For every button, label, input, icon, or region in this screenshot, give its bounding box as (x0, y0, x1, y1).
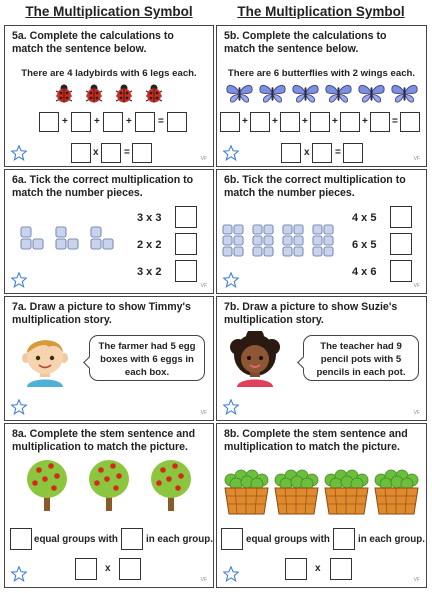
equals-sign: = (158, 116, 164, 127)
answer-box[interactable] (333, 528, 355, 550)
basket-row (217, 466, 426, 516)
page-title-right: The Multiplication Symbol (237, 4, 405, 19)
girl-avatar (227, 331, 283, 387)
question-title: 5a. Complete the calculations to match the sentence below. (12, 30, 174, 55)
answer-box[interactable] (121, 528, 143, 550)
option-label: 4 x 5 (352, 212, 377, 224)
logo-mark: VF (413, 283, 420, 289)
question-title: 8b. Complete the stem sentence and multiplication to match the picture. (224, 428, 408, 453)
question-title: 7a. Draw a picture to show Timmy's multiplication story. (12, 301, 191, 326)
answer-box[interactable] (135, 112, 155, 132)
answer-box[interactable] (400, 112, 420, 132)
plus-sign: + (362, 116, 368, 127)
answer-box[interactable] (310, 112, 330, 132)
logo-mark: VF (200, 410, 207, 416)
number-pieces-image (221, 223, 341, 259)
butterfly-icon (258, 82, 287, 104)
times-sign: x (93, 147, 99, 158)
butterfly-icon (324, 82, 353, 104)
option-label: 6 x 5 (352, 239, 377, 251)
tick-box[interactable] (175, 206, 197, 228)
story-sentence: There are 4 ladybirds with 6 legs each. (21, 68, 197, 79)
plus-sign: + (126, 116, 132, 127)
answer-box[interactable] (71, 143, 91, 163)
answer-box[interactable] (343, 143, 363, 163)
option-label: 4 x 6 (352, 266, 377, 278)
answer-box[interactable] (280, 112, 300, 132)
tick-box[interactable] (175, 260, 197, 282)
answer-box[interactable] (132, 143, 152, 163)
answer-box[interactable] (370, 112, 390, 132)
question-title: 6a. Tick the correct multiplication to match the number pieces. (12, 174, 194, 199)
apple-tree-row (5, 458, 213, 512)
stem-text: in each group. (146, 534, 213, 545)
answer-box[interactable] (330, 558, 352, 580)
apple-tree-icon (149, 458, 193, 512)
plus-sign: + (62, 116, 68, 127)
equals-sign: = (124, 147, 130, 158)
answer-box[interactable] (281, 143, 301, 163)
question-title: 8a. Complete the stem sentence and multiplication to match the picture. (12, 428, 196, 453)
page-title-left: The Multiplication Symbol (25, 4, 193, 19)
tick-box[interactable] (390, 233, 412, 255)
answer-box[interactable] (39, 112, 59, 132)
ladybird-icon (143, 82, 165, 104)
logo-mark: VF (413, 577, 420, 583)
plus-sign: + (242, 116, 248, 127)
times-sign: x (105, 563, 111, 574)
equals-sign: = (392, 116, 398, 127)
number-pieces-image (19, 225, 119, 251)
story-sentence: There are 6 butterflies with 2 wings each. (227, 68, 416, 79)
logo-mark: VF (200, 577, 207, 583)
ladybird-icon (53, 82, 75, 104)
question-6a (4, 169, 214, 294)
option-label: 3 x 2 (137, 266, 162, 278)
star-icon (223, 566, 239, 582)
answer-box[interactable] (220, 112, 240, 132)
question-8a (4, 423, 214, 588)
plus-sign: + (302, 116, 308, 127)
basket-of-apples-icon (373, 466, 420, 516)
question-7a (4, 296, 214, 421)
stem-text: equal groups with (34, 534, 118, 545)
logo-mark: VF (200, 283, 207, 289)
star-icon (11, 399, 27, 415)
basket-of-apples-icon (273, 466, 320, 516)
basket-of-apples-icon (323, 466, 370, 516)
logo-mark: VF (200, 156, 207, 162)
apple-tree-icon (25, 458, 69, 512)
question-7b (216, 296, 427, 421)
answer-box[interactable] (285, 558, 307, 580)
tick-box[interactable] (390, 206, 412, 228)
star-icon (11, 566, 27, 582)
butterfly-row (217, 82, 426, 104)
story-bubble: The teacher had 9 pencil pots with 5 pencils in each pot. (303, 335, 419, 381)
tick-box[interactable] (175, 233, 197, 255)
star-icon (223, 272, 239, 288)
story-bubble: The farmer had 5 egg boxes with 6 eggs in each box. (89, 335, 205, 381)
answer-box[interactable] (119, 558, 141, 580)
ladybird-icon (83, 82, 105, 104)
logo-mark: VF (413, 156, 420, 162)
times-sign: x (304, 147, 310, 158)
answer-box[interactable] (340, 112, 360, 132)
times-sign: x (315, 563, 321, 574)
butterfly-icon (390, 82, 419, 104)
butterfly-icon (291, 82, 320, 104)
ladybird-icon (113, 82, 135, 104)
question-5a (4, 25, 214, 167)
butterfly-icon (357, 82, 386, 104)
answer-box[interactable] (101, 143, 121, 163)
basket-of-apples-icon (223, 466, 270, 516)
star-icon (11, 145, 27, 161)
option-label: 2 x 2 (137, 239, 162, 251)
star-icon (223, 145, 239, 161)
butterfly-icon (225, 82, 254, 104)
star-icon (223, 399, 239, 415)
star-icon (11, 272, 27, 288)
question-title: 7b. Draw a picture to show Suzie's multiplication story. (224, 301, 398, 326)
answer-box[interactable] (10, 528, 32, 550)
question-5b (216, 25, 427, 167)
plus-sign: + (94, 116, 100, 127)
plus-sign: + (332, 116, 338, 127)
boy-avatar (19, 333, 71, 387)
tick-box[interactable] (390, 260, 412, 282)
question-6b (216, 169, 427, 294)
answer-box[interactable] (250, 112, 270, 132)
answer-box[interactable] (167, 112, 187, 132)
question-title: 6b. Tick the correct multiplication to match the number pieces. (224, 174, 406, 199)
plus-sign: + (272, 116, 278, 127)
question-title: 5b. Complete the calculations to match the sentence below. (224, 30, 387, 55)
answer-box[interactable] (221, 528, 243, 550)
answer-box[interactable] (71, 112, 91, 132)
apple-tree-icon (87, 458, 131, 512)
option-label: 3 x 3 (137, 212, 162, 224)
ladybird-row (5, 82, 213, 104)
stem-text: equal groups with (246, 534, 330, 545)
answer-box[interactable] (75, 558, 97, 580)
stem-text: in each group. (358, 534, 425, 545)
equals-sign: = (335, 147, 341, 158)
answer-box[interactable] (312, 143, 332, 163)
answer-box[interactable] (103, 112, 123, 132)
logo-mark: VF (413, 410, 420, 416)
question-8b (216, 423, 427, 588)
